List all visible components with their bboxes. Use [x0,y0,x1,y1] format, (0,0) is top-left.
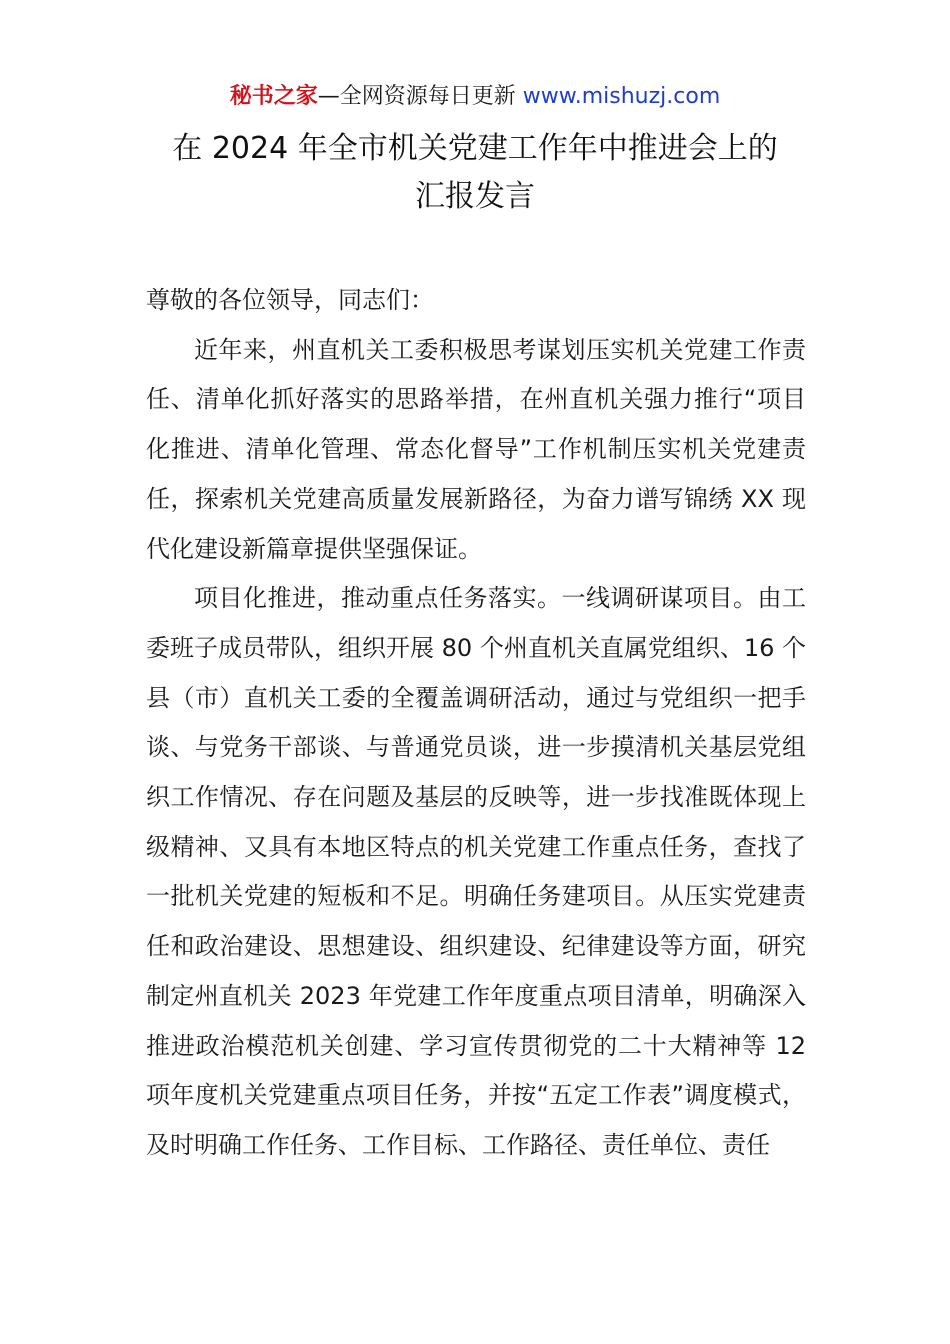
paragraph-project: 项目化推进，推动重点任务落实。一线调研谋项目。由工委班子成员带队，组织开展 80 个州直机关直属党组织、16 个县（市）直机关工委的全覆盖调研活动，通过与党组织一把手谈、与党务干部谈、与普通党员谈，进一步摸清机关基层党组织工作情况、存在问题及基层的反映等，进一步找准既体现上级精神、又具有本地区特点的机关党建工作重点任务，查找了一批机关党建的短板和不足。明确任务建项目。从压实党建责任和政治建设、思想建设、组织建设、纪律建设等方面，研究制定州直机关 2023 年党建工作年度重点项目清单，明确深入推进政治模范机关创建、学习宣传贯彻党的二十大精神等 12 项年度机关党建重点项目任务，并按“五定工作表”调度模式，及时明确工作任务、工作目标、工作路径、责任单位、责任 [146,584,806,1159]
site-header [0,80,950,114]
site-url-link[interactable]: www.mishuzj.com [522,84,721,109]
document-title [0,125,950,221]
header-tagline: —全网资源每日更新 [317,84,523,109]
title-line-2: 汇报发言 [415,179,535,214]
document-body [146,276,806,1171]
paragraph-intro: 近年来，州直机关工委积极思考谋划压实机关党建工作责任、清单化抓好落实的思路举措，在州直机关强力推行“项目化推进、清单化管理、常态化督导”工作机制压实机关党建责任，探索机关党建高质量发展新路径，为奋力谱写锦绣 XX 现代化建设新篇章提供坚强保证。 [146,335,806,563]
salutation: 尊敬的各位领导，同志们： [146,286,434,314]
brand-name: 秘书之家 [229,84,318,109]
title-line-1: 在 2024 年全市机关党建工作年中推进会上的 [172,131,778,166]
